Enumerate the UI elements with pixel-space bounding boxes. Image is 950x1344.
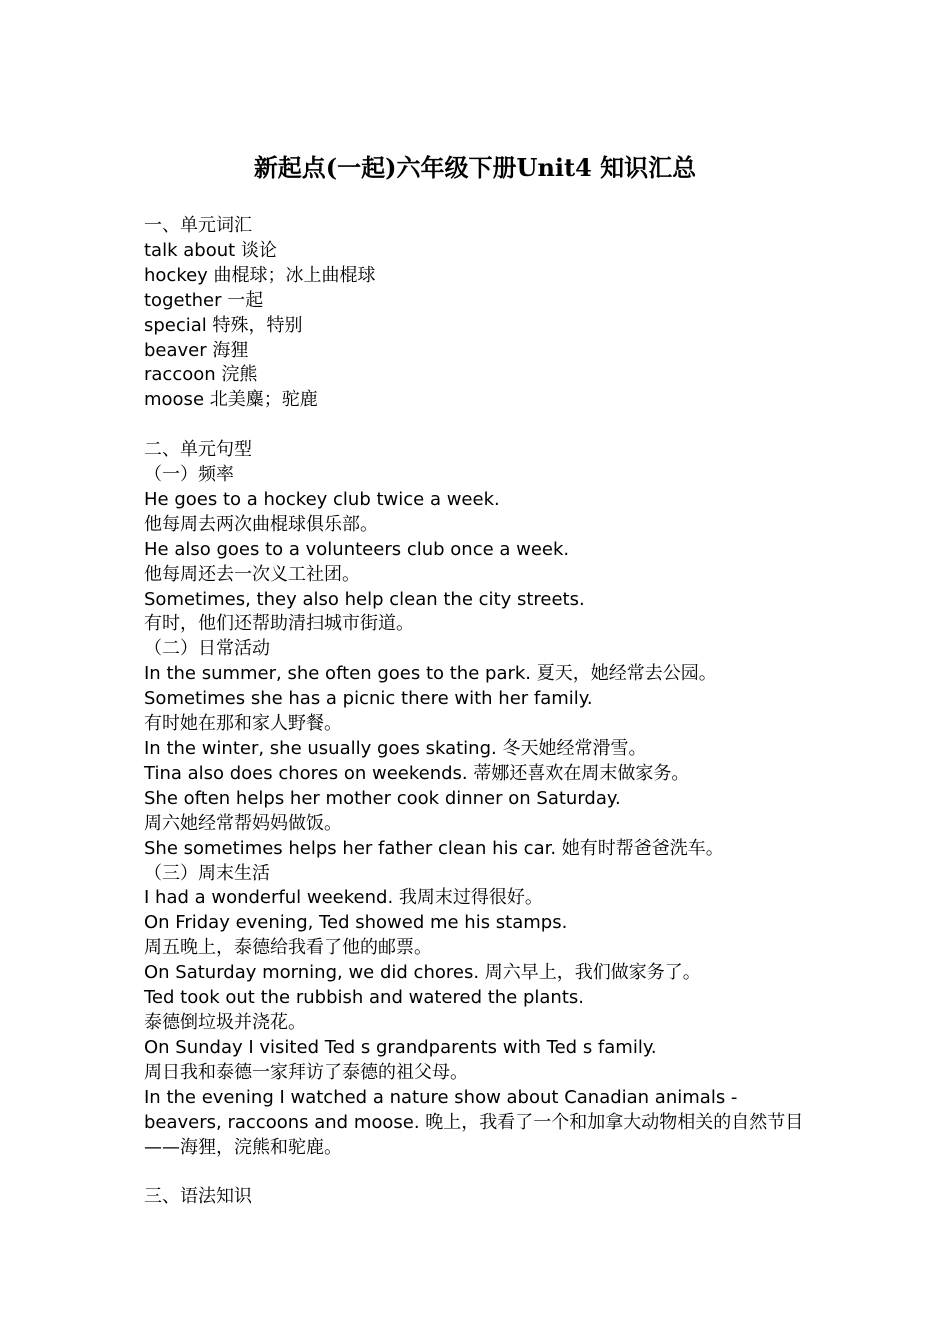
vocab-item: talk about 谈论: [144, 239, 277, 261]
sentence-line: In the summer, she often goes to the park. 夏天，她经常去公园。: [144, 663, 717, 685]
vocab-item: beaver 海狸: [144, 339, 249, 361]
page-title: 新起点(一起)六年级下册Unit4 知识汇总: [253, 153, 697, 182]
sentence-line: On Saturday morning, we did chores. 周六早上，我们做家务了。: [144, 962, 701, 984]
sentence-line: 泰德倒垃圾并浇花。: [144, 1011, 306, 1033]
sentence-line: On Sunday I visited Ted s grandparents with Ted s family.: [144, 1036, 657, 1058]
sentence-line: 有时，他们还帮助清扫城市街道。: [144, 613, 414, 635]
sentence-line: He also goes to a volunteers club once a week.: [144, 538, 570, 560]
sentence-line: On Friday evening, Ted showed me his stamps.: [144, 912, 568, 934]
subsection-heading-weekend-life: （三）周末生活: [144, 862, 270, 884]
sentence-line: 他每周还去一次义工社团。: [144, 563, 360, 585]
sentence-line: Sometimes, they also help clean the city streets.: [144, 588, 585, 610]
blank-line: [144, 413, 804, 438]
sentence-line: 周日我和泰德一家拜访了泰德的祖父母。: [144, 1061, 468, 1083]
section-heading-grammar: 三、语法知识: [144, 1186, 252, 1208]
sentence-line: She often helps her mother cook dinner on Saturday.: [144, 787, 621, 809]
sentence-paragraph: In the evening I watched a nature show about Canadian animals - beavers, raccoons and moose. 晚上，我看了一个和加拿大动物相关的自然节目——海狸，浣熊和驼鹿。: [144, 1086, 804, 1158]
sentence-line: 有时她在那和家人野餐。: [144, 713, 342, 735]
subsection-heading-daily-activities: （二）日常活动: [144, 638, 270, 660]
vocab-item: hockey 曲棍球；冰上曲棍球: [144, 264, 376, 286]
vocab-item: moose 北美麋；驼鹿: [144, 389, 318, 411]
sentence-line: Sometimes she has a picnic there with her family.: [144, 688, 593, 710]
subsection-heading-frequency: （一）频率: [144, 464, 234, 486]
sentence-line: She sometimes helps her father clean his car. 她有时帮爸爸洗车。: [144, 837, 724, 859]
sentence-line: Ted took out the rubbish and watered the plants.: [144, 987, 584, 1009]
sentence-line: 周六她经常帮妈妈做饭。: [144, 812, 342, 834]
sentence-line: In the winter, she usually goes skating. 冬天她经常滑雪。: [144, 738, 647, 760]
document-body: [144, 214, 804, 1210]
vocab-item: together 一起: [144, 289, 264, 311]
sentence-line: I had a wonderful weekend. 我周末过得很好。: [144, 887, 543, 909]
sentence-line: 周五晚上，泰德给我看了他的邮票。: [144, 937, 432, 959]
sentence-line: 他每周去两次曲棍球俱乐部。: [144, 513, 378, 535]
sentence-line: He goes to a hockey club twice a week.: [144, 488, 500, 510]
section-heading-sentences: 二、单元句型: [144, 439, 252, 461]
section-heading-vocabulary: 一、单元词汇: [144, 215, 252, 236]
sentence-line: Tina also does chores on weekends. 蒂娜还喜欢在周末做家务。: [144, 762, 690, 784]
vocab-item: special 特殊，特别: [144, 314, 303, 336]
blank-line: [144, 1160, 804, 1185]
vocab-item: raccoon 浣熊: [144, 364, 258, 386]
